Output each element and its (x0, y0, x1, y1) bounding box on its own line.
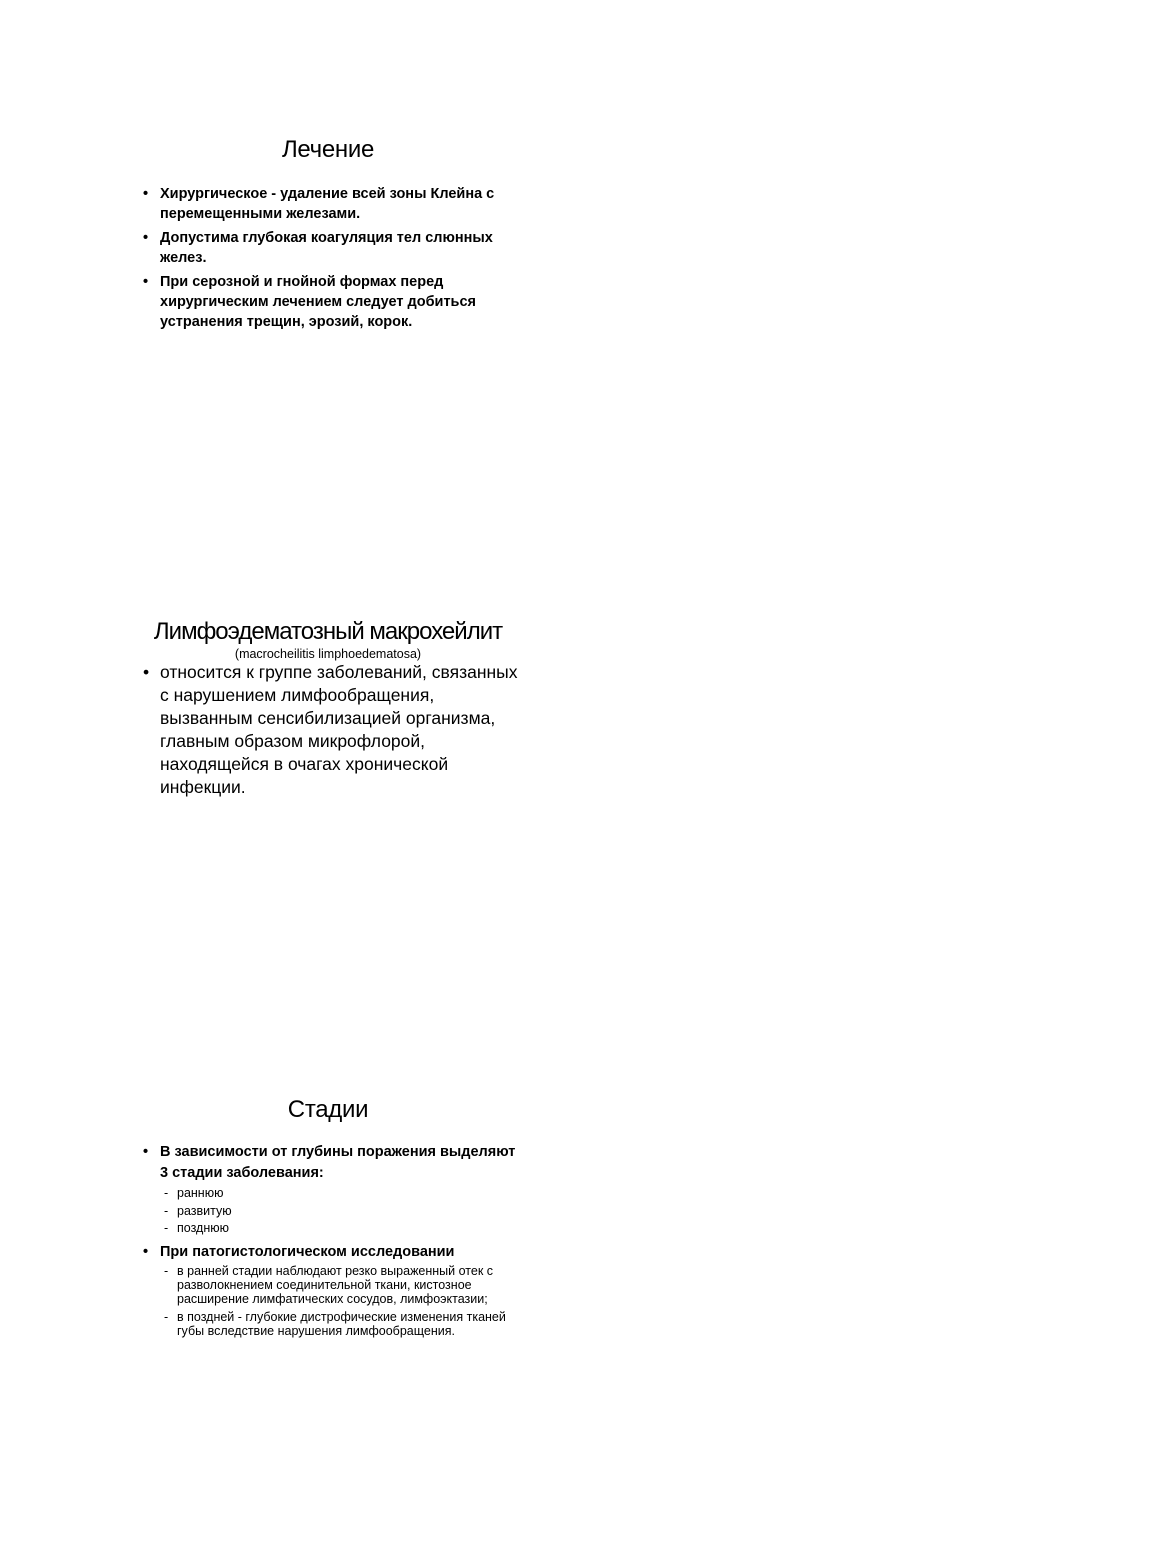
sub-item: - в поздней - глубокие дистрофические изменения тканей губы вследствие нарушения лимфообращения. (160, 1310, 518, 1338)
slide-title: Стадии (287, 1096, 369, 1123)
sub-item: - раннюю (160, 1185, 518, 1203)
bullet-item (138, 1242, 518, 1338)
slide-title: Лечение (281, 136, 375, 163)
bullet-item (138, 1142, 518, 1238)
bullet-item: • Хирургическое - удаление всей зоны Клейна с перемещенными железами. (138, 184, 518, 224)
bullet-item: • относится к группе заболеваний, связанных с нарушением лимфообращения, вызванным сенсибилизацией организма, главным образом микрофлорой, находящейся в очагах хронической инфекции. (138, 661, 518, 799)
bullet-list (138, 1142, 518, 1338)
sub-list (160, 1264, 518, 1338)
slide-stages (138, 1096, 518, 1342)
bullet-list (138, 184, 518, 332)
sub-item: - развитую (160, 1203, 518, 1221)
sub-list (160, 1185, 518, 1238)
bullet-text: При патогистологическом исследовании (160, 1243, 455, 1260)
bullet-item: • При серозной и гнойной формах перед хирургическим лечением следует добиться устранения трещин, эрозий, корок. (138, 272, 518, 332)
sub-item: - позднюю (160, 1220, 518, 1238)
slide-lymphoedematous-macrocheilitis (138, 618, 518, 799)
bullet-item: • Допустима глубокая коагуляция тел слюнных желез. (138, 228, 518, 268)
slide-title: Лимфоэдематозный макрохейлит (153, 618, 503, 645)
slide-treatment (138, 136, 518, 336)
slide-subtitle: (macrocheilitis limphoedematosa) (234, 647, 422, 661)
bullet-list (138, 661, 518, 799)
bullet-text: В зависимости от глубины поражения выделяют 3 стадии заболевания: (160, 1144, 516, 1181)
sub-item: - в ранней стадии наблюдают резко выраженный отек с разволокнением соединительной ткани, кистозное расширение лимфатических сосудов, лимфоэктазии; (160, 1264, 518, 1306)
